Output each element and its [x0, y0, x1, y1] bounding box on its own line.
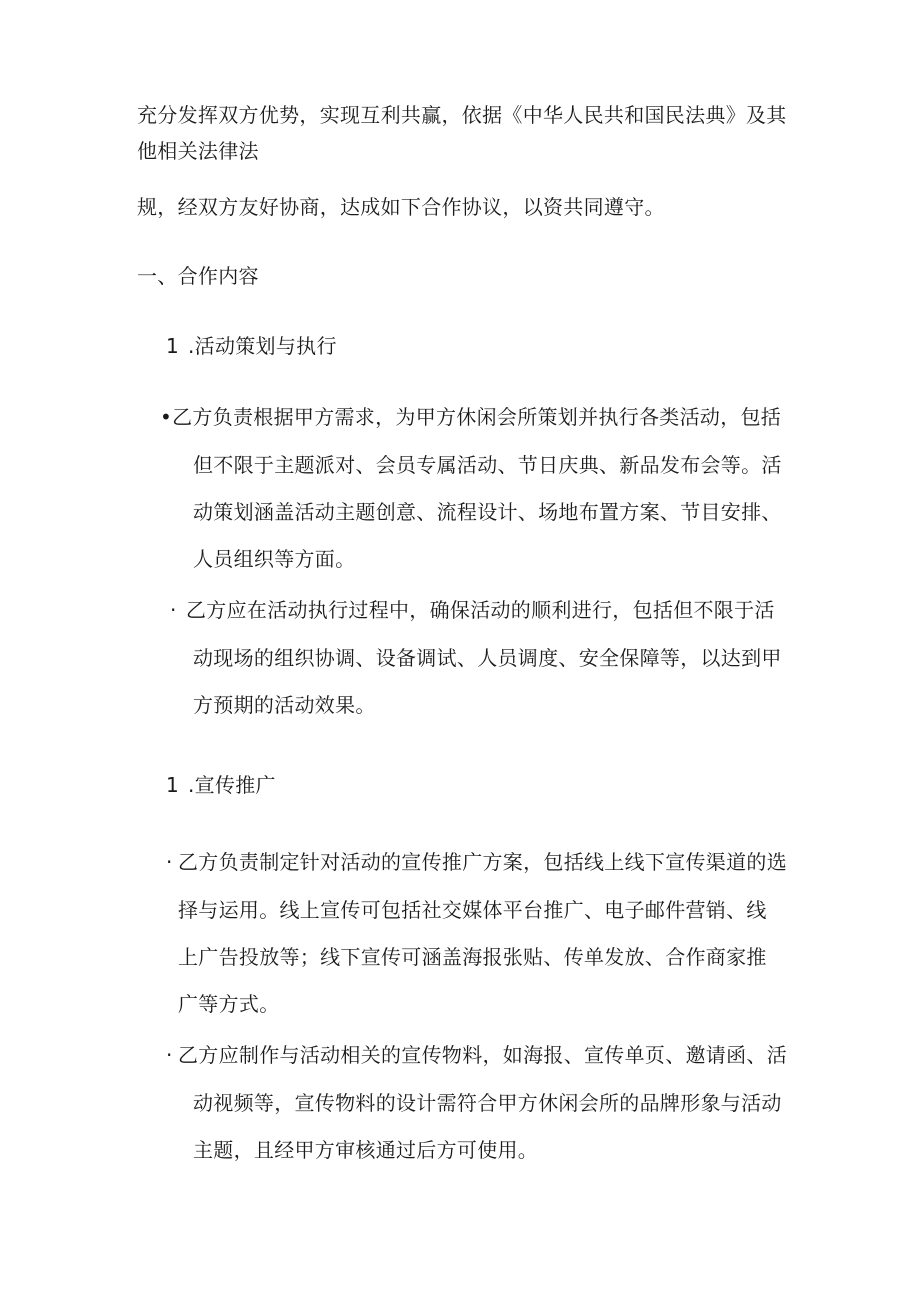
bullet: • — [160, 405, 173, 429]
intro-line-2: 他相关法律法 — [137, 139, 259, 163]
bullet: · — [166, 850, 173, 874]
list-item-line — [166, 1041, 787, 1069]
list-item-line: 择与运用。线上宣传可包括社交媒体平台推广、电子邮件营销、线 — [178, 898, 767, 922]
subsection-title: .宣传推广 — [188, 773, 276, 797]
bullet: · — [170, 598, 177, 622]
list-item-line: 主题，且经甲方审核通过后方可使用。 — [193, 1138, 539, 1162]
list-item-text: 乙方应制作与活动相关的宣传物料，如海报、宣传单页、邀请函、活 — [178, 1043, 787, 1067]
subsection-title: .活动策划与执行 — [188, 334, 337, 358]
list-item-line: 动视频等，宣传物料的设计需符合甲方休闲会所的品牌形象与活动 — [193, 1091, 782, 1115]
bullet: · — [166, 1043, 173, 1067]
list-item-line — [170, 596, 775, 624]
list-item-line: 动策划涵盖活动主题创意、流程设计、场地布置方案、节目安排、 — [193, 500, 782, 524]
list-item-line: 广等方式。 — [178, 992, 280, 1016]
list-item-line — [166, 848, 787, 876]
list-item-text: 乙方应在活动执行过程中，确保活动的顺利进行，包括但不限于活 — [186, 598, 775, 622]
intro-line-1: 充分发挥双方优势，实现互利共赢，依据《中华人民共和国民法典》及其 — [137, 103, 787, 127]
subsection-number: 1 — [166, 773, 180, 797]
section-heading: 一、合作内容 — [137, 264, 259, 288]
list-item-text: 乙方负责制定针对活动的宣传推广方案，包括线上线下宣传渠道的选 — [178, 850, 787, 874]
list-item-line: 但不限于主题派对、会员专属活动、节日庆典、新品发布会等。活 — [193, 453, 782, 477]
list-item-line: 上广告投放等；线下宣传可涵盖海报张贴、传单发放、合作商家推 — [178, 945, 767, 969]
intro-line-3: 规，经双方友好协商，达成如下合作协议，以资共同遵守。 — [137, 195, 665, 219]
list-item-line: 动现场的组织协调、设备调试、人员调度、安全保障等，以达到甲 — [193, 646, 782, 670]
list-item-text: 乙方负责根据甲方需求，为甲方休闲会所策划并执行各类活动，包括 — [172, 405, 782, 429]
subsection-number: 1 — [166, 334, 180, 358]
list-item-line — [160, 403, 781, 431]
subsection-heading-1 — [166, 332, 337, 360]
list-item-line: 方预期的活动效果。 — [193, 693, 376, 717]
subsection-heading-2 — [166, 771, 276, 799]
list-item-line: 人员组织等方面。 — [193, 547, 356, 571]
